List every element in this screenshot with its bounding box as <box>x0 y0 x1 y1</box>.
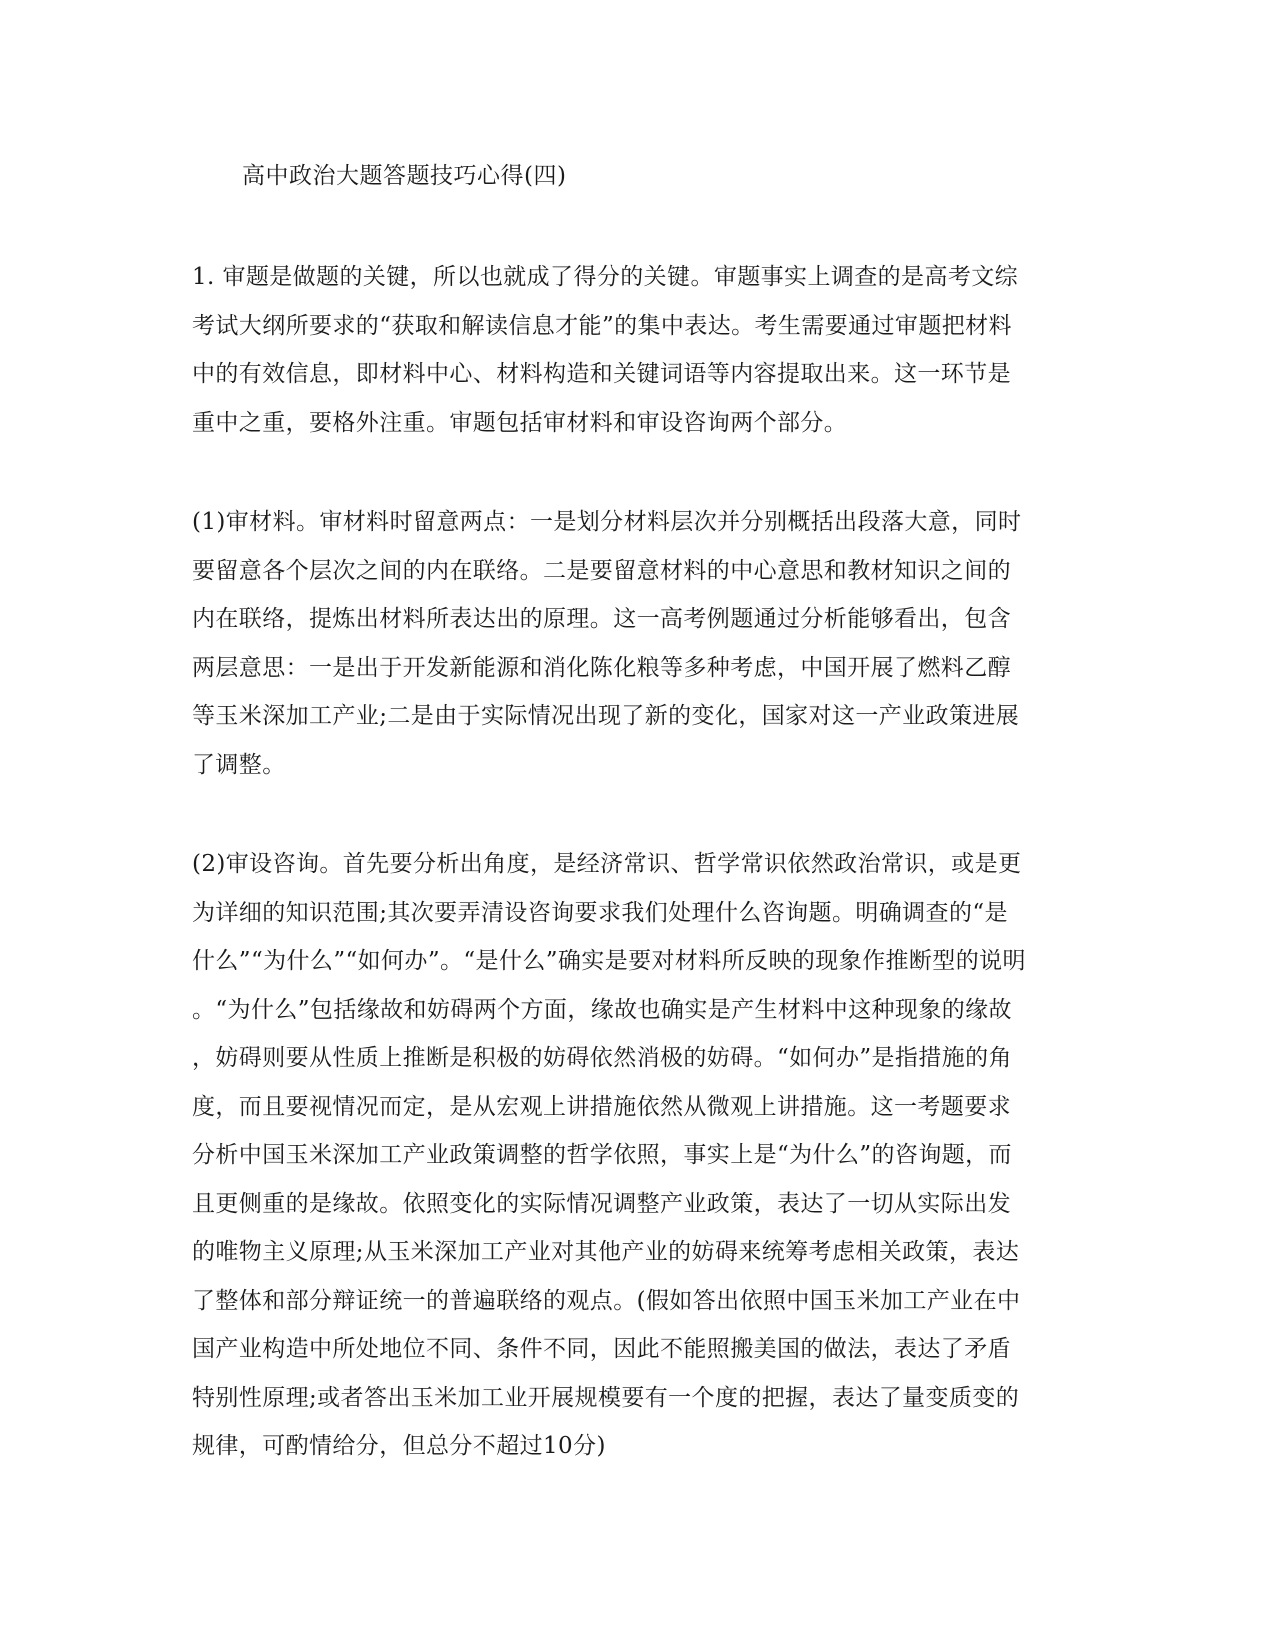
paragraph-line: 国产业构造中所处地位不同、条件不同，因此不能照搬美国的做法，表达了矛盾 <box>192 1336 1011 1362</box>
paragraph-line: (1)审材料。审材料时留意两点：一是划分材料层次并分别概括出段落大意，同时 <box>192 509 1022 535</box>
paragraph-line: 且更侧重的是缘故。依照变化的实际情况调整产业政策，表达了一切从实际出发 <box>192 1190 1011 1217</box>
paragraph-line: 什么”“为什么”“如何办”。“是什么”确实是要对材料所反映的现象作推断型的说明 <box>192 948 1026 974</box>
paragraph-line: 内在联络，提炼出材料所表达出的原理。这一高考例题通过分析能够看出，包含 <box>192 606 1011 632</box>
document-title: 高中政治大题答题技巧心得(四) <box>242 163 567 189</box>
paragraph-review-material <box>192 498 1087 789</box>
paragraph-line: 重中之重，要格外注重。审题包括审材料和审设咨询两个部分。 <box>192 409 848 436</box>
paragraph-line: 1. 审题是做题的关键，所以也就成了得分的关键。审题事实上调查的是高考文综 <box>192 264 1019 290</box>
paragraph-line: 规律，可酌情给分，但总分不超过10分) <box>192 1433 606 1459</box>
paragraph-line: 的唯物主义原理;从玉米深加工产业对其他产业的妨碍来统筹考虑相关政策，表达 <box>192 1239 1020 1265</box>
paragraph-line: 度，而且要视情况而定，是从宏观上讲措施依然从微观上讲措施。这一考题要求 <box>192 1093 1011 1120</box>
paragraph-line: 两层意思：一是出于开发新能源和消化陈化粮等多种考虑，中国开展了燃料乙醇 <box>192 654 1011 681</box>
paragraph-line: 分析中国玉米深加工产业政策调整的哲学依照，事实上是“为什么”的咨询题，而 <box>192 1142 1012 1168</box>
paragraph-review-question-setting <box>192 840 1087 1471</box>
paragraph-line: 中的有效信息，即材料中心、材料构造和关键词语等内容提取出来。这一环节是 <box>192 361 1011 387</box>
paragraph-line: 考试大纲所要求的“获取和解读信息才能”的集中表达。考生需要通过审题把材料 <box>192 312 1012 339</box>
paragraph-line: 要留意各个层次之间的内在联络。二是要留意材料的中心意思和教材知识之间的 <box>192 557 1011 584</box>
paragraph-review-questions <box>192 253 1087 447</box>
paragraph-line: 为详细的知识范围;其次要弄清设咨询要求我们处理什么咨询题。明确调查的“是 <box>192 899 1008 926</box>
paragraph-line: ，妨碍则要从性质上推断是积极的妨碍依然消极的妨碍。“如何办”是指措施的角 <box>192 1045 1012 1071</box>
paragraph-line: 。“为什么”包括缘故和妨碍两个方面，缘故也确实是产生材料中这种现象的缘故 <box>192 996 1012 1023</box>
paragraph-line: 了整体和部分辩证统一的普遍联络的观点。(假如答出依照中国玉米加工产业在中 <box>192 1287 1021 1314</box>
paragraph-line: 了调整。 <box>192 751 286 778</box>
paragraph-line: 特别性原理;或者答出玉米加工业开展规模要有一个度的把握，表达了量变质变的 <box>192 1384 1020 1411</box>
paragraph-line: 等玉米深加工产业;二是由于实际情况出现了新的变化，国家对这一产业政策进展 <box>192 703 1020 729</box>
paragraph-line: (2)审设咨询。首先要分析出角度，是经济常识、哲学常识依然政治常识，或是更 <box>192 851 1022 877</box>
